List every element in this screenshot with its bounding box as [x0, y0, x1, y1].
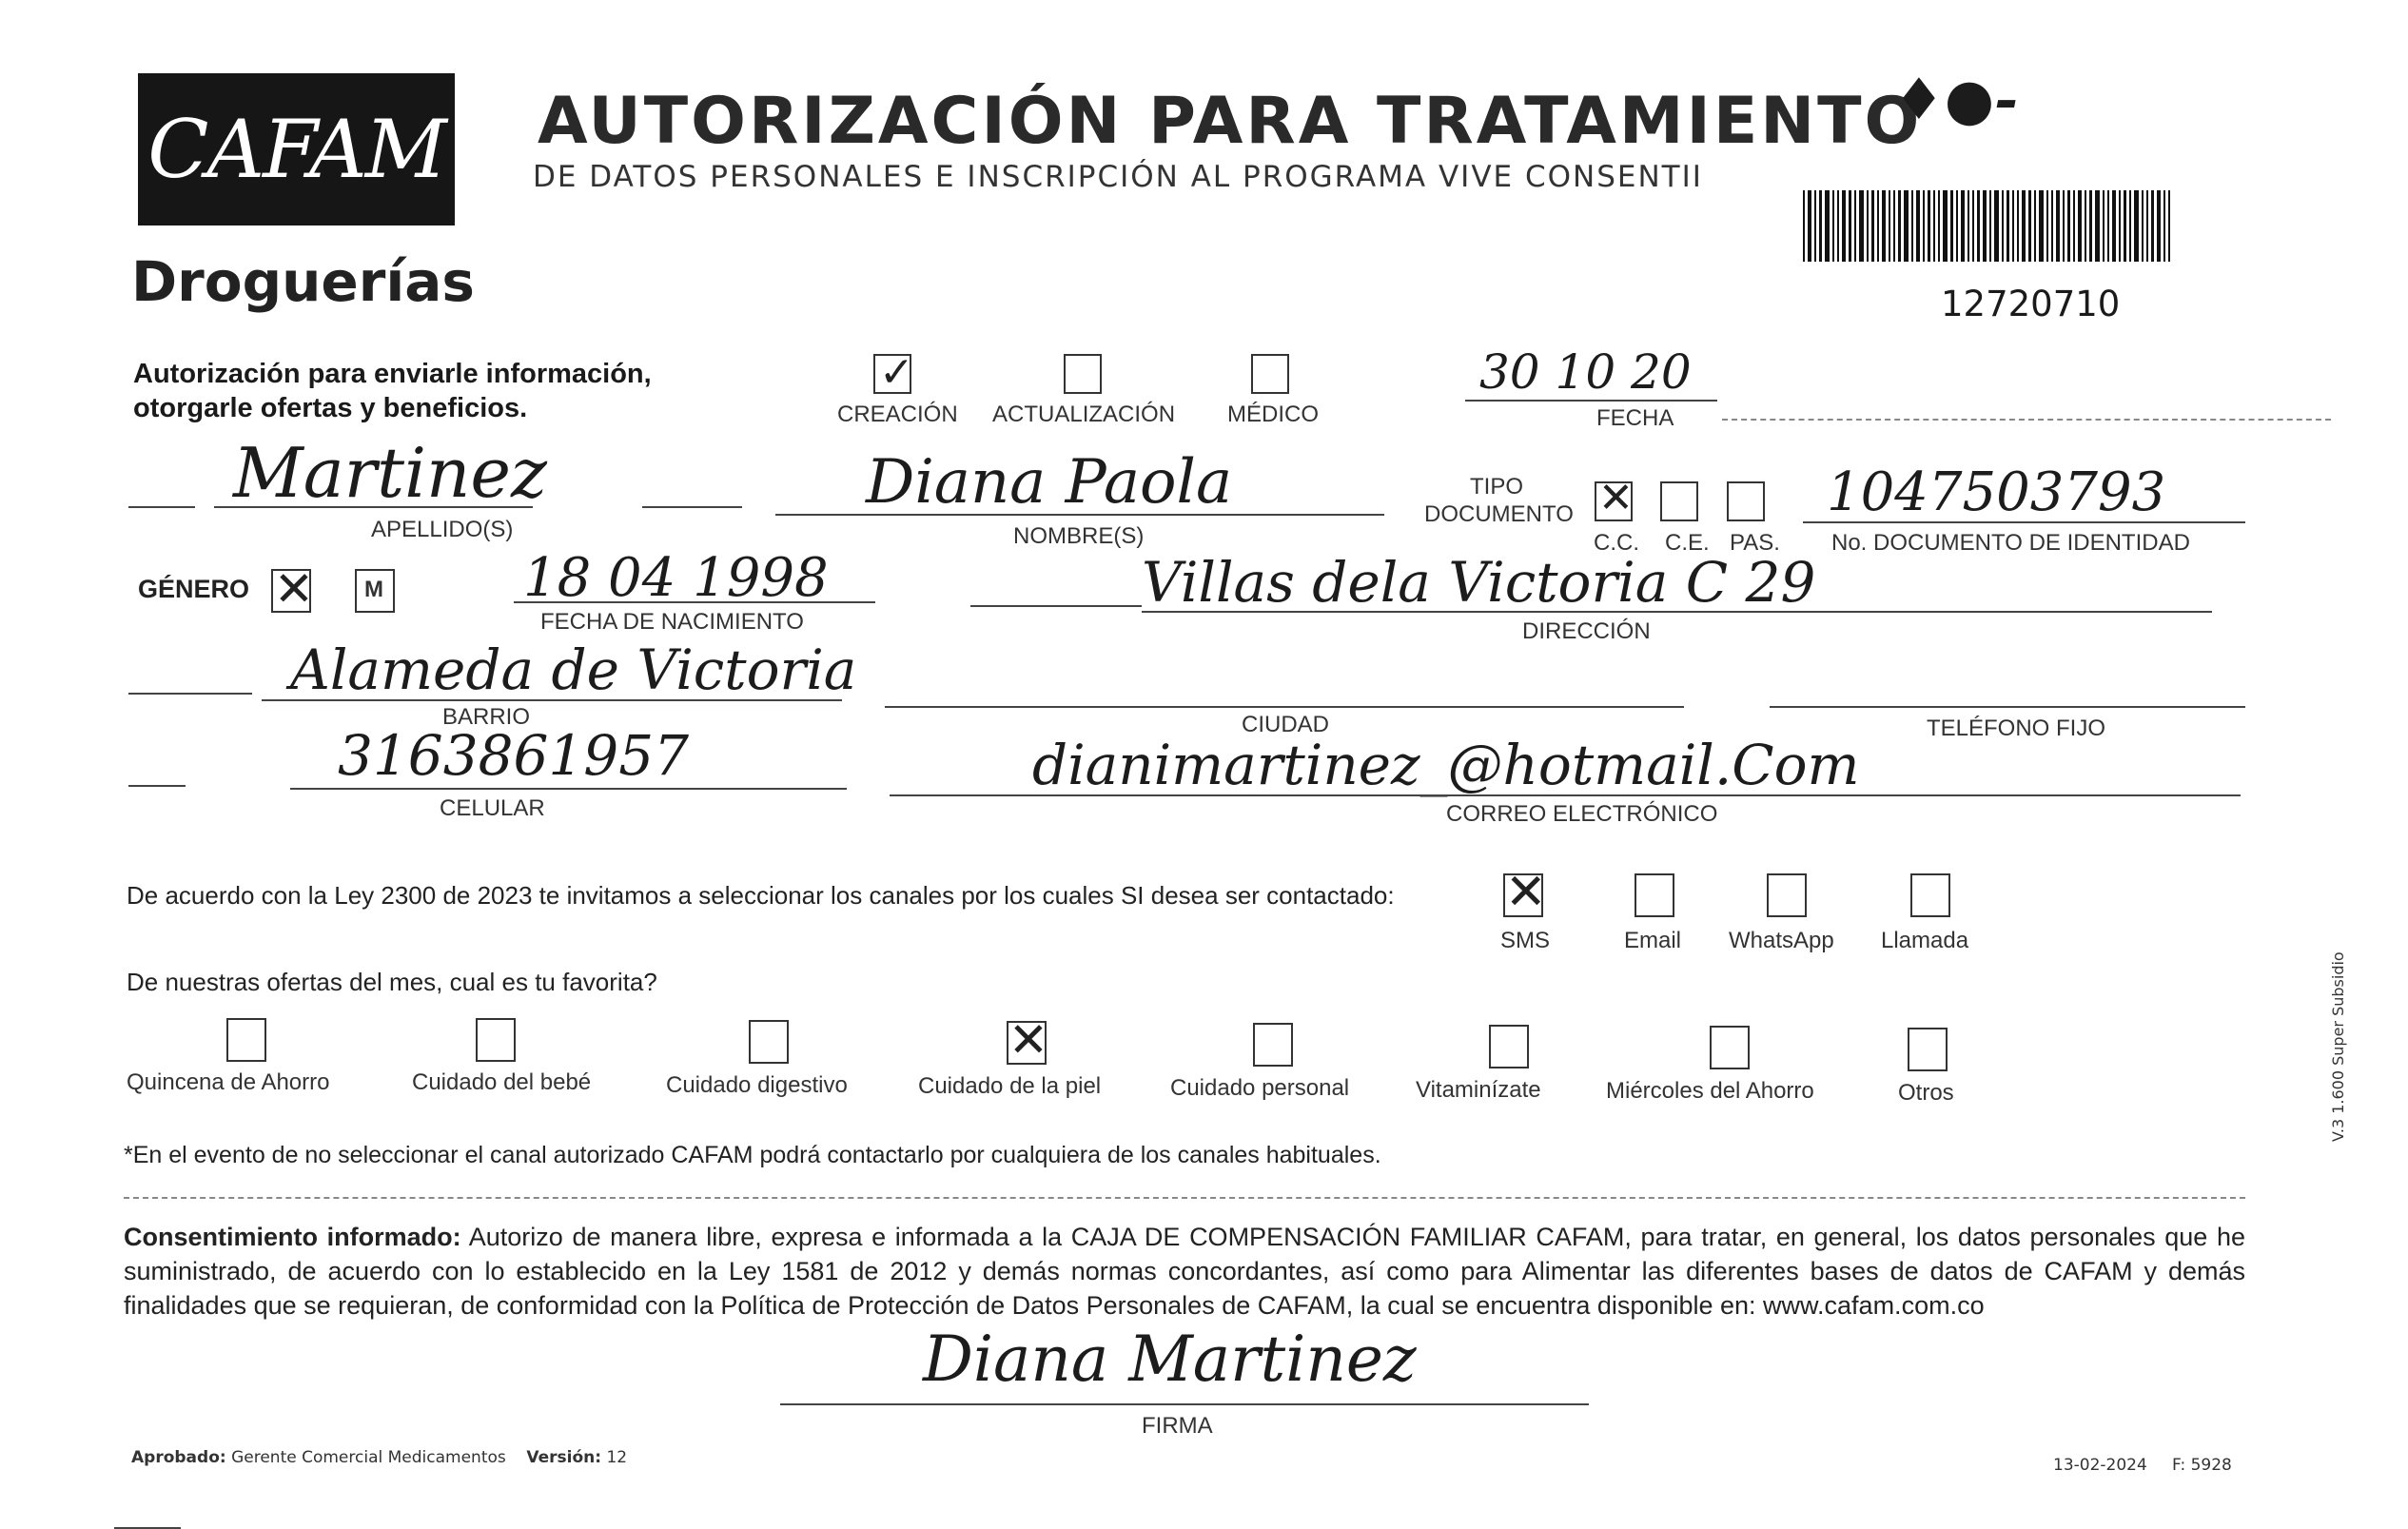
barcode-bar [1994, 190, 1999, 262]
dashed-rule [1722, 419, 2331, 421]
tipo-documento-label-2: DOCUMENTO [1424, 501, 1574, 527]
label-email: Email [1624, 928, 1682, 953]
barcode-bar [1916, 190, 1920, 262]
authorization-heading-line2: otorgarle ofertas y beneficios. [133, 393, 528, 423]
barcode-bar [2051, 190, 2053, 262]
offers-question: De nuestras ofertas del mes, cual es tu favorita? [127, 968, 657, 996]
barcode-bar [1933, 190, 1935, 262]
separator-rule [124, 1197, 2245, 1199]
ciudad-label: CIUDAD [1242, 712, 1330, 737]
authorization-heading [133, 357, 652, 425]
barcode-bar [1842, 190, 1846, 262]
barcode-bar [2056, 190, 2060, 262]
fecha-nacimiento-label: FECHA DE NACIMIENTO [540, 609, 804, 635]
barcode-bar [1950, 190, 1953, 262]
barcode-bar [2168, 190, 2170, 262]
label-miercoles: Miércoles del Ahorro [1606, 1078, 1814, 1104]
x-mark-sms: ✕ [1505, 864, 1547, 921]
barcode-bar [2142, 190, 2144, 262]
checkbox-ce[interactable] [1660, 481, 1698, 521]
aprobado-label: Aprobado: [131, 1448, 226, 1467]
barcode-bar [2103, 190, 2105, 262]
barcode-bar [2017, 190, 2019, 262]
barcode-bar [2028, 190, 2031, 262]
label-bebe: Cuidado del bebé [412, 1069, 592, 1095]
checkbox-miercoles[interactable] [1710, 1026, 1750, 1069]
correo-value: dianimartinez_@hotmail.Com [1032, 733, 1860, 797]
checkbox-otros[interactable] [1908, 1028, 1948, 1071]
label-digestivo: Cuidado digestivo [666, 1072, 848, 1098]
side-print-code: V.3 1.600 Super Subsidio [2329, 951, 2347, 1142]
label-vitaminizate: Vitaminízate [1416, 1077, 1541, 1103]
apellidos-label: APELLIDO(S) [371, 517, 514, 542]
barcode-bar [2046, 190, 2048, 262]
barcode-bar [2151, 190, 2154, 262]
barcode-bar [2063, 190, 2065, 262]
barcode-bar [1972, 190, 1974, 262]
channels-question: De acuerdo con la Ley 2300 de 2023 te invitamos a seleccionar los canales por los cuales SI desea ser contactado: [127, 881, 1395, 910]
barcode-bar [2089, 190, 2092, 262]
channel-note: *En el evento de no seleccionar el canal autorizado CAFAM podrá contactarlo por cualquiera de los canales habituales. [124, 1142, 1381, 1168]
label-creacion: CREACIÓN [837, 402, 958, 427]
telefono-fijo-label: TELÉFONO FIJO [1927, 715, 2106, 741]
barcode-bar [1977, 190, 1980, 262]
barcode-bar [1814, 190, 1816, 262]
brand-name: Droguerías [131, 249, 475, 314]
barcode-bar [2007, 190, 2009, 262]
label-ce: C.E. [1665, 530, 1710, 556]
barcode-bar [1854, 190, 1856, 262]
checkbox-digestivo[interactable] [749, 1020, 789, 1064]
footer-date: 13-02-2024 [2053, 1456, 2147, 1475]
signature-label: FIRMA [1142, 1413, 1213, 1439]
barcode-bar [1859, 190, 1864, 262]
label-quincena: Quincena de Ahorro [127, 1069, 330, 1095]
direccion-value: Villas dela Victoria C 29 [1142, 550, 1816, 615]
barcode-bar [2129, 190, 2131, 262]
version-label: Versión: [526, 1448, 602, 1467]
correo-label: CORREO ELECTRÓNICO [1446, 801, 1718, 827]
label-llamada: Llamada [1881, 928, 1969, 953]
barcode-bar [1893, 190, 1895, 262]
barcode-bar [2073, 190, 2075, 262]
label-piel: Cuidado de la piel [918, 1073, 1102, 1099]
tipo-documento-label-1: TIPO [1470, 474, 1524, 500]
documento-value: 1047503793 [1827, 461, 2166, 523]
barcode-bar [1943, 190, 1948, 262]
barcode-bar [2002, 190, 2004, 262]
barcode-bar [2022, 190, 2026, 262]
scribble-mark: ♦●- [1893, 67, 2019, 133]
direccion-label: DIRECCIÓN [1522, 618, 1651, 644]
celular-label: CELULAR [440, 795, 545, 821]
barcode-bar [1911, 190, 1913, 262]
checkbox-medico[interactable] [1251, 354, 1289, 394]
authorization-heading-line1: Autorización para enviarle información, [133, 359, 652, 389]
nombres-value: Diana Paola [866, 447, 1233, 518]
barcode-bar [2119, 190, 2121, 262]
barcode-bar [1803, 190, 1805, 262]
label-pas: PAS. [1730, 530, 1780, 556]
nombres-label: NOMBRE(S) [1013, 523, 1145, 549]
barcode-bar [1961, 190, 1965, 262]
barcode-bar [1904, 190, 1909, 262]
cafam-logo: CAFAM [138, 73, 455, 225]
checkbox-actualizacion[interactable] [1064, 354, 1102, 394]
apellidos-value: Martinez [233, 433, 547, 513]
checkbox-personal[interactable] [1253, 1023, 1293, 1067]
barcode-bar [2157, 190, 2161, 262]
barcode-bar [1898, 190, 1901, 262]
label-sms: SMS [1500, 928, 1551, 953]
barcode-bar [1808, 190, 1811, 262]
aprobado-value: Gerente Comercial Medicamentos [231, 1448, 506, 1467]
x-mark-cc: ✕ [1598, 474, 1634, 522]
checkbox-whatsapp[interactable] [1767, 873, 1807, 917]
barcode-bar [1968, 190, 1969, 262]
barcode-bar [2067, 190, 2070, 262]
barcode [1803, 190, 2193, 262]
consent-paragraph [124, 1220, 2245, 1323]
fecha-label: FECHA [1596, 405, 1674, 431]
label-personal: Cuidado personal [1170, 1075, 1350, 1101]
barcode-bar [2078, 190, 2082, 262]
x-mark-genero: ✕ [274, 561, 314, 617]
barcode-bar [1882, 190, 1886, 262]
barcode-number: 12720710 [1941, 284, 2121, 324]
signature-value: Diana Martinez [923, 1323, 1417, 1396]
barcode-bar [1938, 190, 1940, 262]
barrio-value: Alameda de Victoria [290, 637, 857, 702]
barcode-bar [2134, 190, 2139, 262]
version-value: 12 [606, 1448, 628, 1467]
checkbox-email[interactable] [1635, 873, 1674, 917]
documento-label: No. DOCUMENTO DE IDENTIDAD [1831, 530, 2190, 556]
x-mark-piel: ✕ [1008, 1012, 1048, 1068]
label-whatsapp: WhatsApp [1729, 928, 1834, 953]
barrio-label: BARRIO [442, 704, 531, 730]
label-otros: Otros [1898, 1080, 1954, 1106]
label-cc: C.C. [1594, 530, 1639, 556]
fecha-value: 30 10 20 [1479, 344, 1692, 400]
barcode-bar [1837, 190, 1839, 262]
barcode-bar [1928, 190, 1930, 262]
genero-label: GÉNERO [138, 575, 250, 603]
label-medico: MÉDICO [1227, 402, 1319, 427]
checkbox-quincena[interactable] [226, 1018, 266, 1062]
checkbox-bebe[interactable] [476, 1018, 516, 1062]
barcode-bar [2095, 190, 2100, 262]
consent-text: Autorizo de manera libre, expresa e informada a la CAJA DE COMPENSACIÓN FAMILIAR CAFAM, para tratar, en general, los datos personales que he suministrado, de acuerdo con lo establecido en la Ley 1581 de 2012 y demás normas concordantes, así como para Alimentar las diferentes bases de datos de CAFAM y demás finalidades que se requieran, de conformidad con la Política de Protección de Datos Personales de CAFAM, la cual se encuentra disponible en: www.cafam.com.co [124, 1223, 2245, 1320]
barcode-bar [1867, 190, 1869, 262]
barcode-bar [1832, 190, 1834, 262]
genero-m-label: M [364, 577, 383, 602]
checkbox-vitaminizate[interactable] [1489, 1025, 1529, 1068]
barcode-bar [1989, 190, 1991, 262]
barcode-bar [1923, 190, 1925, 262]
barcode-bar [2163, 190, 2165, 262]
barcode-bar [1825, 190, 1830, 262]
barcode-bar [1956, 190, 1958, 262]
checkbox-llamada[interactable] [1910, 873, 1950, 917]
barcode-bar [2146, 190, 2148, 262]
label-actualizacion: ACTUALIZACIÓN [992, 402, 1176, 427]
footer-aprobado [131, 1448, 627, 1467]
barcode-bar [2107, 190, 2109, 262]
barcode-bar [1983, 190, 1987, 262]
celular-value: 3163861957 [338, 723, 690, 788]
barcode-bar [1877, 190, 1879, 262]
barcode-bar [1889, 190, 1890, 262]
barcode-bar [1849, 190, 1851, 262]
footer-form-code: F: 5928 [2172, 1456, 2232, 1475]
checkbox-pas[interactable] [1727, 481, 1765, 521]
fecha-nacimiento-value: 18 04 1998 [523, 547, 829, 609]
form-title: AUTORIZACIÓN PARA TRATAMIENTO [538, 84, 1923, 159]
barcode-bar [2039, 190, 2044, 262]
barcode-bar [1819, 190, 1822, 262]
consent-title: Consentimiento informado: [124, 1223, 461, 1251]
check-creacion: ✓ [879, 348, 914, 397]
barcode-bar [2034, 190, 2036, 262]
barcode-bar [2012, 190, 2014, 262]
barcode-bar [1871, 190, 1874, 262]
barcode-bar [2085, 190, 2086, 262]
form-subtitle: DE DATOS PERSONALES E INSCRIPCIÓN AL PROGRAMA VIVE CONSENTII [533, 160, 1703, 194]
barcode-bar [2112, 190, 2116, 262]
barcode-bar [2124, 190, 2126, 262]
